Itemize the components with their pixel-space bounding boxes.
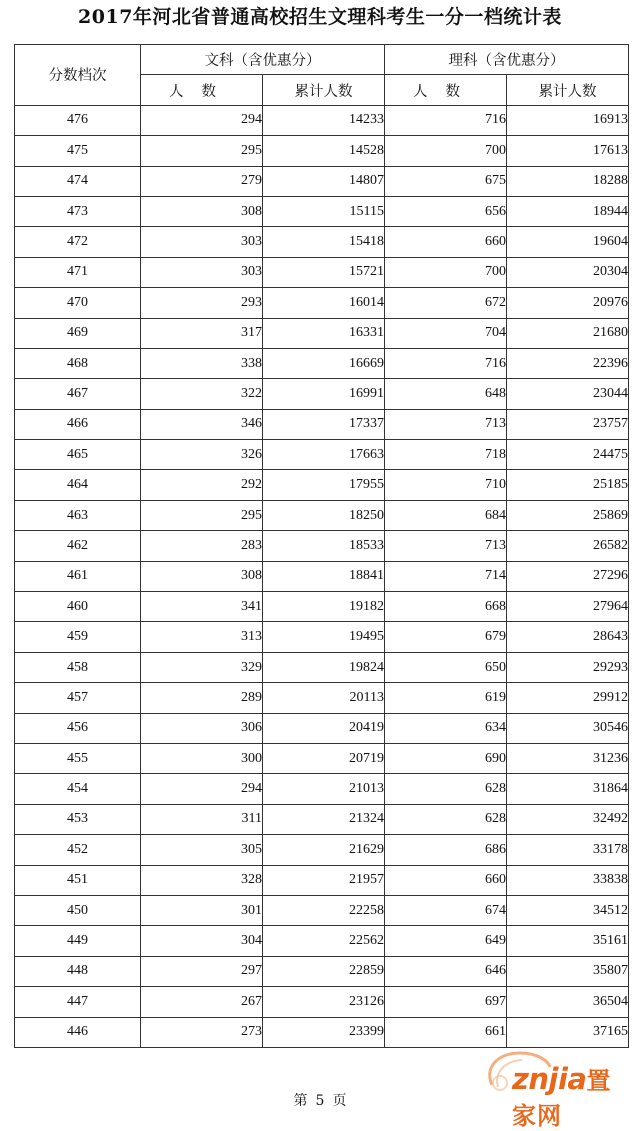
cell-score: 471 [15,257,141,287]
cell-arts-count: 273 [141,1017,263,1047]
cell-science-count: 718 [385,440,507,470]
cell-arts-count: 338 [141,348,263,378]
cell-score: 468 [15,348,141,378]
table-row [15,835,629,865]
cell-science-cumulative: 27296 [507,561,629,591]
cell-science-cumulative: 37165 [507,1017,629,1047]
cell-arts-cumulative: 19824 [263,652,385,682]
cell-arts-count: 289 [141,683,263,713]
header-arts-count: 人数 [141,75,263,105]
cell-science-count: 660 [385,865,507,895]
cell-score: 462 [15,531,141,561]
document-title: 2017年河北省普通高校招生文理科考生一分一档统计表 [78,6,562,28]
cell-science-cumulative: 31864 [507,774,629,804]
cell-science-cumulative: 35807 [507,956,629,986]
cell-arts-cumulative: 21013 [263,774,385,804]
cell-score: 452 [15,835,141,865]
cell-science-count: 661 [385,1017,507,1047]
table-row [15,622,629,652]
cell-arts-cumulative: 22562 [263,926,385,956]
cell-science-cumulative: 21680 [507,318,629,348]
cell-science-count: 700 [385,257,507,287]
cell-arts-cumulative: 15721 [263,257,385,287]
cell-arts-cumulative: 19182 [263,592,385,622]
cell-science-cumulative: 16913 [507,105,629,135]
cell-science-count: 700 [385,136,507,166]
table-row [15,105,629,135]
cell-score: 454 [15,774,141,804]
cell-science-count: 660 [385,227,507,257]
table-row [15,987,629,1017]
cell-arts-count: 346 [141,409,263,439]
cell-arts-count: 328 [141,865,263,895]
cell-arts-count: 294 [141,105,263,135]
header-science-count: 人数 [385,75,507,105]
cell-science-count: 697 [385,987,507,1017]
cell-arts-count: 283 [141,531,263,561]
cell-arts-cumulative: 16669 [263,348,385,378]
cell-arts-count: 300 [141,743,263,773]
cell-science-count: 714 [385,561,507,591]
cell-score: 465 [15,440,141,470]
cell-science-cumulative: 32492 [507,804,629,834]
cell-science-cumulative: 34512 [507,895,629,925]
cell-science-cumulative: 29293 [507,652,629,682]
cell-score: 475 [15,136,141,166]
cell-arts-cumulative: 17337 [263,409,385,439]
cell-score: 473 [15,196,141,226]
cell-science-count: 716 [385,105,507,135]
cell-science-count: 646 [385,956,507,986]
table-row [15,379,629,409]
cell-score: 457 [15,683,141,713]
cell-science-count: 684 [385,500,507,530]
table-row [15,865,629,895]
table-row [15,318,629,348]
cell-score: 470 [15,288,141,318]
table-row [15,804,629,834]
footer-prefix: 第 [293,1093,308,1109]
cell-arts-cumulative: 21324 [263,804,385,834]
cell-score: 446 [15,1017,141,1047]
table-row [15,440,629,470]
cell-arts-cumulative: 22258 [263,895,385,925]
cell-arts-cumulative: 18841 [263,561,385,591]
header-arts-cumulative: 累计人数 [263,75,385,105]
cell-science-count: 690 [385,743,507,773]
cell-science-cumulative: 23757 [507,409,629,439]
cell-score: 461 [15,561,141,591]
cell-science-count: 619 [385,683,507,713]
cell-science-cumulative: 23044 [507,379,629,409]
header-score-level: 分数档次 [15,45,141,106]
cell-score: 474 [15,166,141,196]
cell-science-cumulative: 20976 [507,288,629,318]
table-row [15,531,629,561]
cell-arts-count: 292 [141,470,263,500]
page-number: 5 [315,1093,325,1109]
cell-score: 460 [15,592,141,622]
watermark-latin: znjia [512,1062,587,1096]
cell-arts-cumulative: 15418 [263,227,385,257]
cell-arts-count: 317 [141,318,263,348]
header-science: 理科（含优惠分） [385,45,629,75]
cell-arts-cumulative: 16991 [263,379,385,409]
cell-science-count: 686 [385,835,507,865]
cell-score: 466 [15,409,141,439]
cell-arts-cumulative: 14233 [263,105,385,135]
cell-arts-count: 304 [141,926,263,956]
cell-score: 451 [15,865,141,895]
header-arts: 文科（含优惠分） [141,45,385,75]
cell-science-count: 713 [385,531,507,561]
cell-arts-count: 294 [141,774,263,804]
cell-arts-cumulative: 17663 [263,440,385,470]
cell-science-count: 704 [385,318,507,348]
cell-science-count: 674 [385,895,507,925]
cell-arts-count: 295 [141,136,263,166]
table-row [15,895,629,925]
cell-science-count: 713 [385,409,507,439]
table-row [15,592,629,622]
cell-arts-cumulative: 22859 [263,956,385,986]
cell-arts-count: 301 [141,895,263,925]
cell-score: 476 [15,105,141,135]
cell-score: 456 [15,713,141,743]
watermark-text [512,1061,634,1131]
cell-score: 455 [15,743,141,773]
cell-arts-count: 341 [141,592,263,622]
cell-arts-count: 306 [141,713,263,743]
cell-science-cumulative: 28643 [507,622,629,652]
cell-science-cumulative: 22396 [507,348,629,378]
table-row [15,1017,629,1047]
cell-science-cumulative: 27964 [507,592,629,622]
cell-science-cumulative: 19604 [507,227,629,257]
cell-science-count: 628 [385,774,507,804]
cell-science-count: 628 [385,804,507,834]
table-row [15,774,629,804]
score-distribution-table [14,44,629,1048]
cell-science-count: 716 [385,348,507,378]
cell-arts-cumulative: 16331 [263,318,385,348]
cell-arts-cumulative: 14528 [263,136,385,166]
cell-arts-cumulative: 23126 [263,987,385,1017]
cell-science-cumulative: 20304 [507,257,629,287]
table-row [15,743,629,773]
cell-science-cumulative: 36504 [507,987,629,1017]
table-row [15,561,629,591]
cell-science-cumulative: 18288 [507,166,629,196]
cell-science-count: 650 [385,652,507,682]
cell-arts-cumulative: 20719 [263,743,385,773]
table-row [15,683,629,713]
cell-arts-count: 303 [141,227,263,257]
cell-science-cumulative: 30546 [507,713,629,743]
cell-science-count: 656 [385,196,507,226]
footer-suffix: 页 [332,1093,347,1109]
cell-arts-cumulative: 15115 [263,196,385,226]
table-row [15,470,629,500]
table-row [15,500,629,530]
cell-arts-count: 311 [141,804,263,834]
cell-score: 472 [15,227,141,257]
cell-arts-cumulative: 18533 [263,531,385,561]
table-row [15,227,629,257]
cell-science-cumulative: 35161 [507,926,629,956]
cell-arts-cumulative: 20419 [263,713,385,743]
table-row [15,652,629,682]
cell-science-cumulative: 24475 [507,440,629,470]
cell-arts-count: 322 [141,379,263,409]
table-row [15,713,629,743]
cell-score: 458 [15,652,141,682]
cell-science-count: 634 [385,713,507,743]
cell-arts-cumulative: 17955 [263,470,385,500]
cell-science-count: 668 [385,592,507,622]
cell-science-cumulative: 25185 [507,470,629,500]
cell-arts-count: 305 [141,835,263,865]
cell-score: 449 [15,926,141,956]
cell-science-cumulative: 33838 [507,865,629,895]
cell-science-count: 679 [385,622,507,652]
cell-score: 467 [15,379,141,409]
cell-science-cumulative: 33178 [507,835,629,865]
cell-arts-cumulative: 18250 [263,500,385,530]
cell-science-count: 675 [385,166,507,196]
cell-score: 450 [15,895,141,925]
cell-arts-count: 313 [141,622,263,652]
table-body [15,105,629,1047]
cell-science-cumulative: 31236 [507,743,629,773]
table-row [15,409,629,439]
table-row [15,136,629,166]
header-science-cumulative: 累计人数 [507,75,629,105]
cell-science-count: 710 [385,470,507,500]
cell-science-cumulative: 29912 [507,683,629,713]
table-row [15,956,629,986]
cell-science-cumulative: 17613 [507,136,629,166]
watermark-chinese: 置家网 [512,1067,612,1130]
cell-score: 469 [15,318,141,348]
cell-score: 453 [15,804,141,834]
cell-arts-count: 303 [141,257,263,287]
cell-arts-count: 267 [141,987,263,1017]
table-row [15,196,629,226]
cell-arts-cumulative: 14807 [263,166,385,196]
cell-science-cumulative: 18944 [507,196,629,226]
cell-arts-cumulative: 20113 [263,683,385,713]
cell-arts-cumulative: 19495 [263,622,385,652]
cell-arts-cumulative: 23399 [263,1017,385,1047]
cell-arts-count: 326 [141,440,263,470]
cell-arts-cumulative: 21629 [263,835,385,865]
table-row [15,166,629,196]
cell-score: 448 [15,956,141,986]
table-row [15,288,629,318]
cell-score: 459 [15,622,141,652]
cell-science-count: 648 [385,379,507,409]
cell-arts-count: 293 [141,288,263,318]
table-row [15,257,629,287]
site-watermark-logo [454,1045,634,1130]
cell-score: 464 [15,470,141,500]
cell-arts-count: 308 [141,196,263,226]
cell-arts-count: 308 [141,561,263,591]
cell-arts-count: 295 [141,500,263,530]
cell-score: 463 [15,500,141,530]
cell-arts-cumulative: 21957 [263,865,385,895]
cell-science-count: 649 [385,926,507,956]
cell-arts-cumulative: 16014 [263,288,385,318]
table-row [15,348,629,378]
cell-score: 447 [15,987,141,1017]
cell-arts-count: 329 [141,652,263,682]
cell-science-cumulative: 25869 [507,500,629,530]
table-row [15,926,629,956]
cell-science-cumulative: 26582 [507,531,629,561]
cell-science-count: 672 [385,288,507,318]
cell-arts-count: 297 [141,956,263,986]
cell-arts-count: 279 [141,166,263,196]
